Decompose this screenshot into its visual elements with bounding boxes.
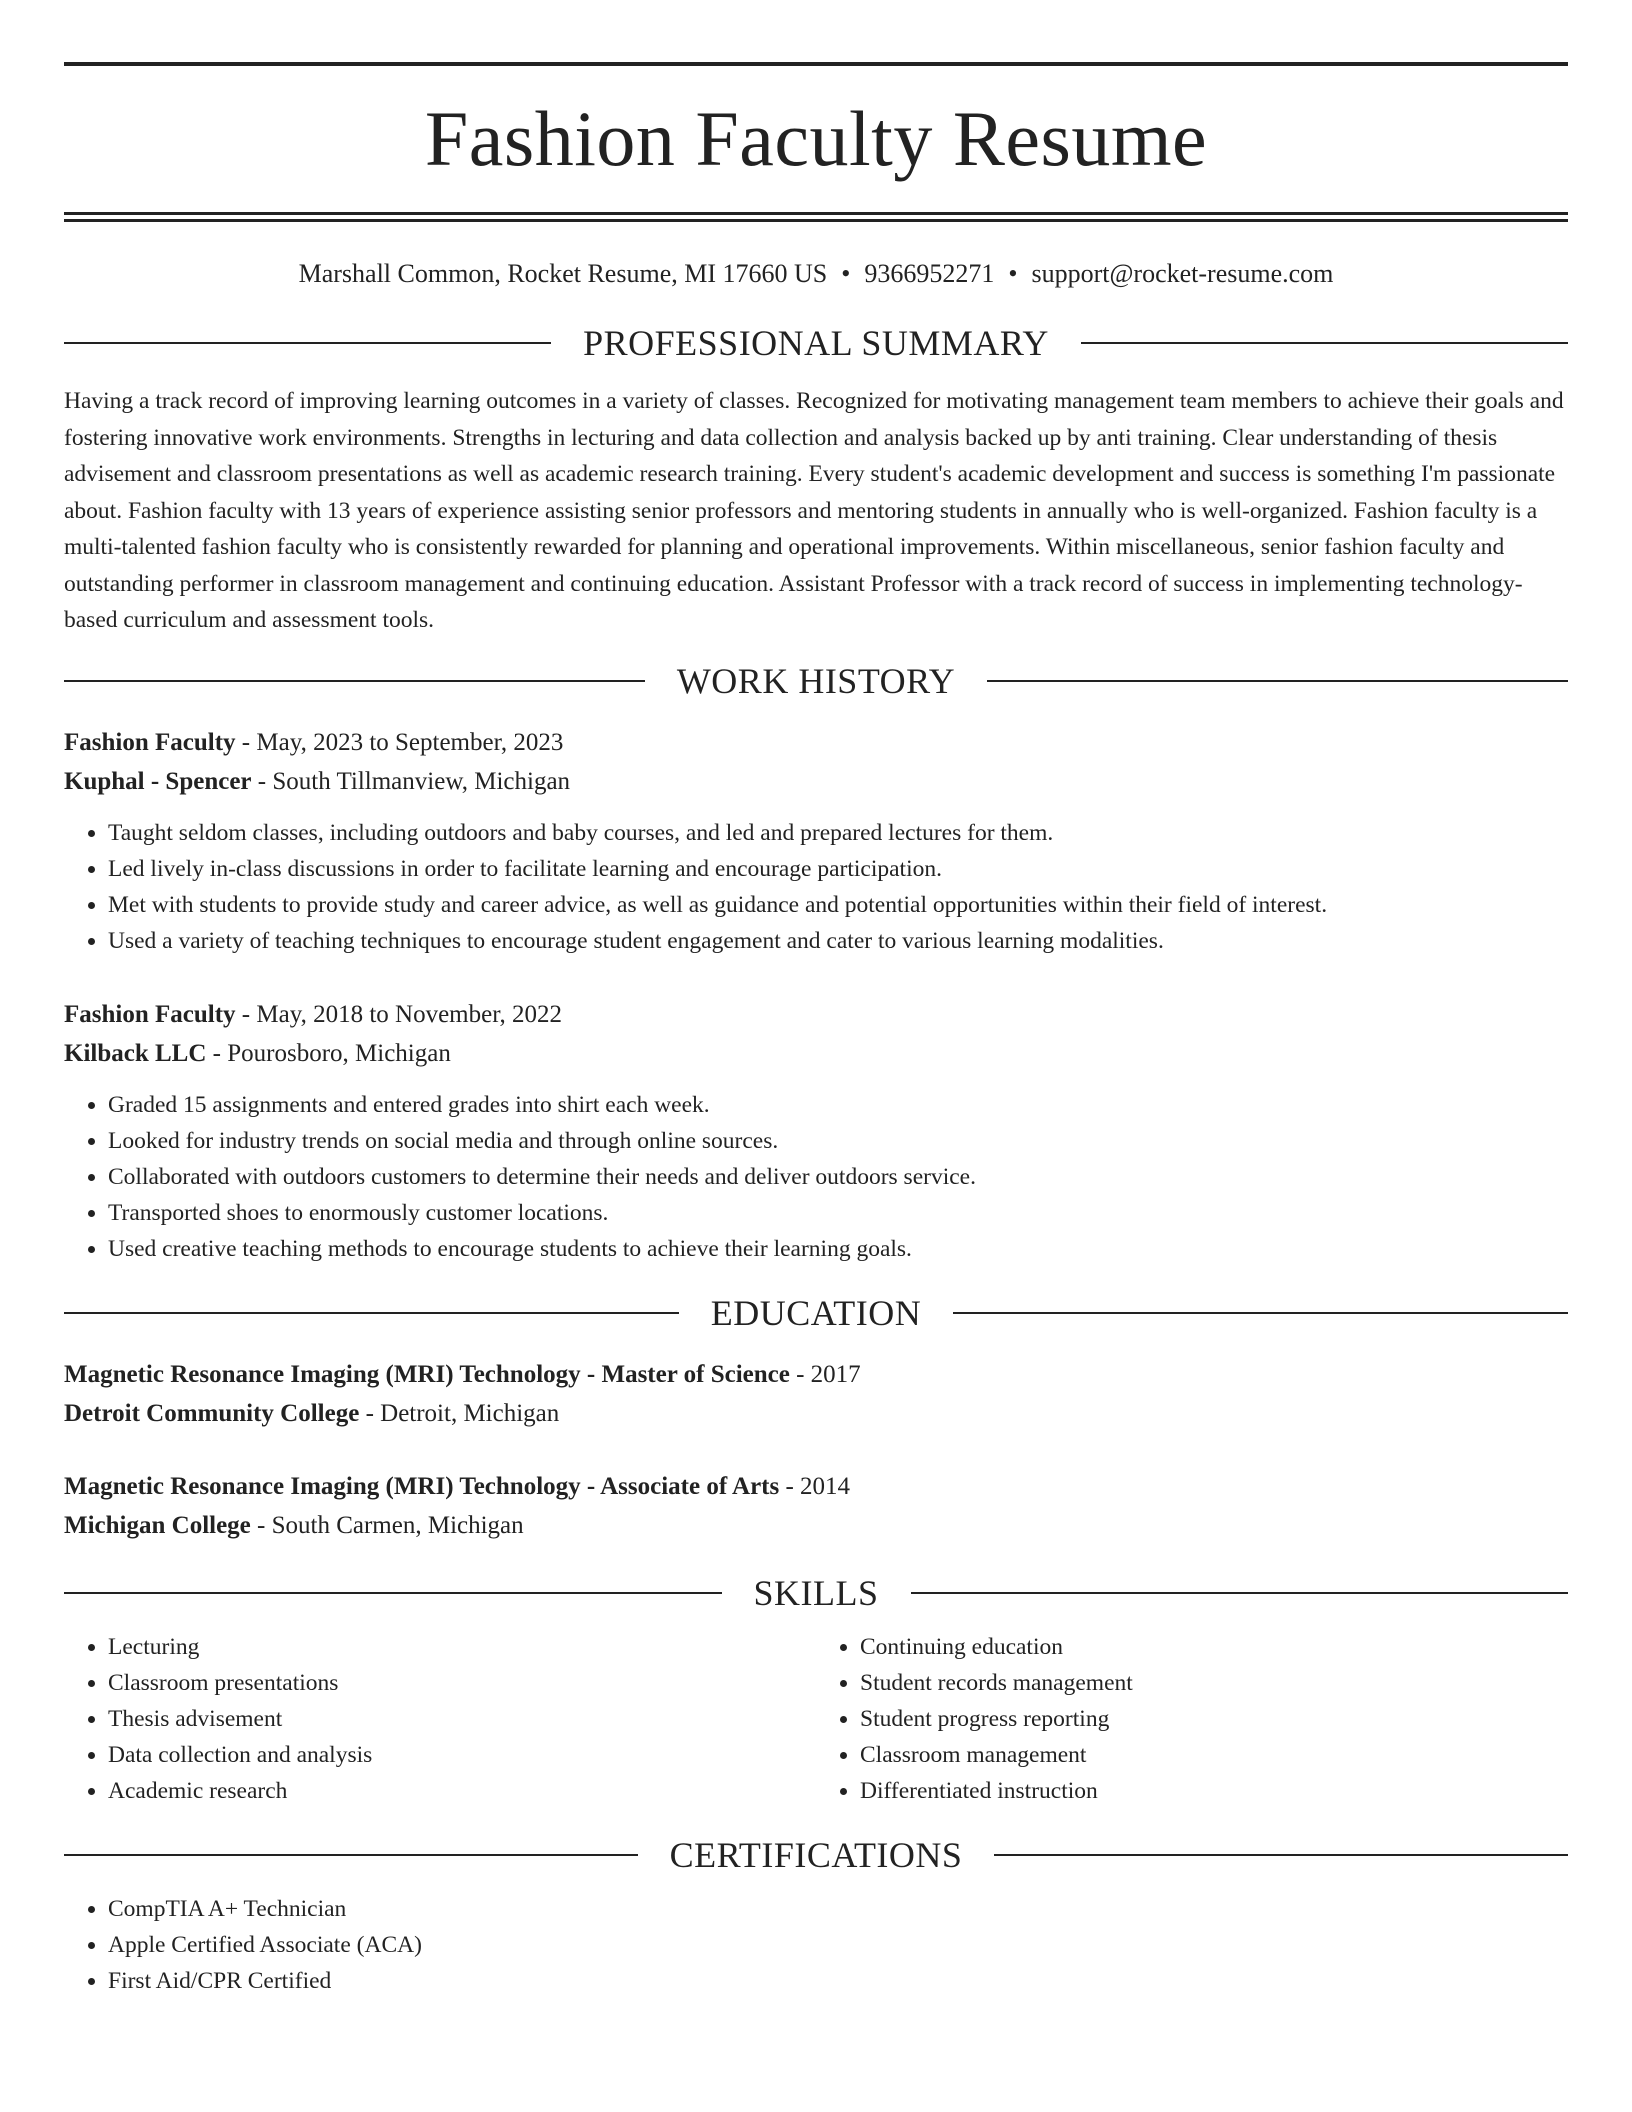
education-school: Detroit Community College	[64, 1399, 360, 1427]
list-item: • Transported shoes to enormously customer locations.	[108, 1195, 1568, 1231]
list-item: • Used creative teaching methods to encourage students to achieve their learning goals.	[108, 1231, 1568, 1267]
list-item: • Thesis advisement	[108, 1701, 816, 1737]
contact-line	[64, 258, 1568, 289]
heading-rule-left	[64, 1854, 638, 1856]
work-heading-label: WORK HISTORY	[676, 660, 956, 701]
contact-phone: 9366952271	[864, 259, 995, 288]
job-title-line	[64, 995, 1568, 1034]
education-degree: Magnetic Resonance Imaging (MRI) Technology - Master of Science	[64, 1360, 790, 1388]
list-item: • Student records management	[860, 1665, 1568, 1701]
education-degree-line	[64, 1467, 1568, 1506]
list-item: • Led lively in-class discussions in order to facilitate learning and encourage participation.	[108, 851, 1568, 887]
job-dates: - May, 2018 to November, 2022	[235, 1000, 563, 1028]
list-item: • Classroom management	[860, 1737, 1568, 1773]
list-item: • Continuing education	[860, 1629, 1568, 1665]
work-section-heading	[64, 660, 1568, 701]
heading-rule-right	[994, 1854, 1568, 1856]
job-title-line	[64, 723, 1568, 762]
list-item: • Looked for industry trends on social media and through online sources.	[108, 1123, 1568, 1159]
list-item: • Graded 15 assignments and entered grades into shirt each week.	[108, 1087, 1568, 1123]
list-item: • Collaborated with outdoors customers to determine their needs and deliver outdoors service.	[108, 1159, 1568, 1195]
skills-list-left	[64, 1629, 816, 1809]
education-section-heading	[64, 1292, 1568, 1333]
education-degree-line	[64, 1355, 1568, 1394]
list-item: • Differentiated instruction	[860, 1773, 1568, 1809]
job-company-line	[64, 762, 1568, 801]
job-company: Kilback LLC	[64, 1039, 207, 1067]
list-item: • Data collection and analysis	[108, 1737, 816, 1773]
list-item: • First Aid/CPR Certified	[108, 1963, 1568, 1999]
resume-title: Fashion Faculty Resume	[424, 95, 1208, 182]
summary-section-heading	[64, 323, 1568, 364]
certifications-section-heading	[64, 1834, 1568, 1875]
skills-section-heading	[64, 1572, 1568, 1613]
contact-address: Marshall Common, Rocket Resume, MI 17660 US	[298, 259, 828, 288]
certifications-list	[64, 1891, 1568, 1999]
list-item: • Met with students to provide study and career advice, as well as guidance and potential opportunities within their field of interest.	[108, 887, 1568, 923]
title-double-rule	[64, 212, 1568, 222]
job-company-line	[64, 1034, 1568, 1073]
list-item: • Taught seldom classes, including outdoors and baby courses, and led and prepared lectures for them.	[108, 815, 1568, 851]
skills-list-right	[816, 1629, 1568, 1809]
education-degree: Magnetic Resonance Imaging (MRI) Technology - Associate of Arts	[64, 1472, 780, 1500]
skills-heading-label: SKILLS	[753, 1572, 879, 1613]
heading-rule-left	[64, 1592, 722, 1594]
education-location: - Detroit, Michigan	[359, 1399, 560, 1427]
education-school-line	[64, 1506, 1568, 1545]
list-item: • CompTIA A+ Technician	[108, 1891, 1568, 1927]
education-school-line	[64, 1394, 1568, 1433]
job-entry	[64, 995, 1568, 1267]
education-entry	[64, 1467, 1568, 1545]
heading-rule-right	[987, 680, 1568, 682]
job-dates: - May, 2023 to September, 2023	[235, 728, 564, 756]
education-year: - 2017	[789, 1360, 861, 1388]
education-year: - 2014	[779, 1472, 851, 1500]
contact-email: support@rocket-resume.com	[1031, 259, 1334, 288]
job-company: Kuphal - Spencer	[64, 767, 252, 795]
heading-rule-right	[911, 1592, 1569, 1594]
job-entry	[64, 723, 1568, 959]
contact-separator: •	[841, 259, 851, 288]
job-bullets	[64, 1087, 1568, 1267]
heading-rule-right	[953, 1312, 1568, 1314]
list-item: • Academic research	[108, 1773, 816, 1809]
contact-separator: •	[1008, 259, 1018, 288]
job-bullets	[64, 815, 1568, 959]
education-heading-label: EDUCATION	[710, 1292, 922, 1333]
job-title: Fashion Faculty	[64, 728, 236, 756]
heading-rule-right	[1081, 342, 1568, 344]
list-item: • Classroom presentations	[108, 1665, 816, 1701]
summary-heading-label: PROFESSIONAL SUMMARY	[583, 323, 1049, 364]
heading-rule-left	[64, 1312, 679, 1314]
education-school: Michigan College	[64, 1511, 251, 1539]
summary-text: Having a track record of improving learning outcomes in a variety of classes. Recognized for motivating management team members to achieve their goals and fostering innovative work environments. Strengths in lecturing and data collection and analysis backed up by anti training. Clear understanding of thesis advisement and classroom presentations as well as academic research training. Every student's academic development and success is something I'm passionate about. Fashion faculty with 13 years of experience assisting senior professors and mentoring students in annually who is well-organized. Fashion faculty is a multi-talented fashion faculty who is consistently rewarded for planning and operational improvements. Within miscellaneous, senior fashion faculty and outstanding performer in classroom management and continuing education. Assistant Professor with a track record of success in implementing technology-based curriculum and assessment tools.	[64, 388, 1564, 634]
heading-rule-left	[64, 680, 645, 682]
list-item: • Used a variety of teaching techniques to encourage student engagement and cater to various learning modalities.	[108, 923, 1568, 959]
skills-grid	[64, 1629, 1568, 1809]
list-item: • Lecturing	[108, 1629, 816, 1665]
education-entry	[64, 1355, 1568, 1433]
job-location: - Pourosboro, Michigan	[206, 1039, 451, 1067]
certifications-heading-label: CERTIFICATIONS	[669, 1834, 963, 1875]
heading-rule-left	[64, 342, 551, 344]
job-location: - South Tillmanview, Michigan	[251, 767, 571, 795]
job-title: Fashion Faculty	[64, 1000, 236, 1028]
education-location: - South Carmen, Michigan	[250, 1511, 524, 1539]
list-item: • Apple Certified Associate (ACA)	[108, 1927, 1568, 1963]
list-item: • Student progress reporting	[860, 1701, 1568, 1737]
